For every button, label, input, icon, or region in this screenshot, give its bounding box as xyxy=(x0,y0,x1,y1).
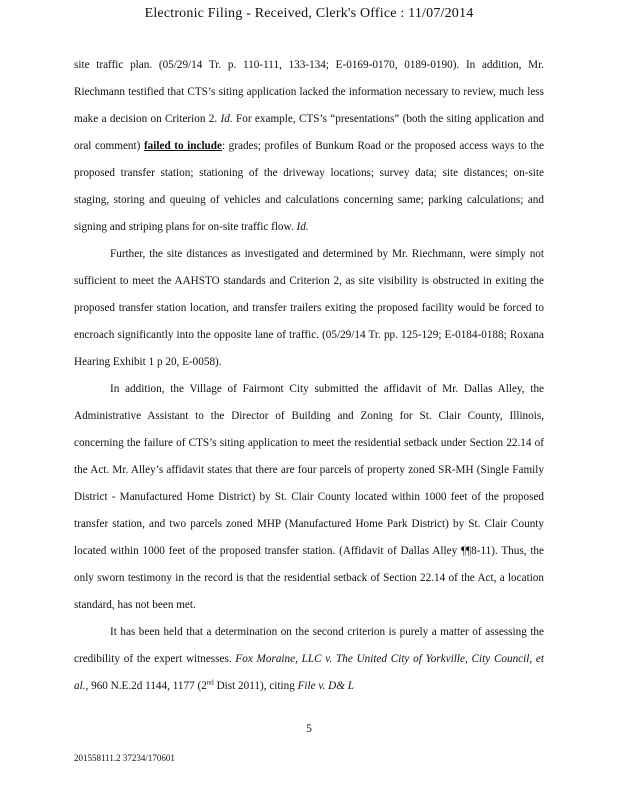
p1-underlined-phrase: failed to include xyxy=(143,140,222,152)
p1-text-b: For example, CTS’s “presentations” (both the siting application and oral comment) xyxy=(74,113,545,152)
p1-text-c: : grades; profiles of Bunkum Road or the proposed access ways to the proposed transfer station; stationing of the driveway locations; survey data; site distances; on-site staging, storing and queuing of vehicles and calculations concerning same; parking calculations; and signing and striping plans for on-site traffic flow. xyxy=(74,140,545,233)
page-number: 5 xyxy=(306,723,312,735)
filing-header: Electronic Filing - Received, Clerk's Office : 11/07/2014 xyxy=(144,6,474,21)
p4-citation: 960 N.E.2d 1144, 1177 (2 xyxy=(91,680,207,692)
p4-citation-sup: nd xyxy=(206,678,214,687)
document-body xyxy=(74,52,544,700)
paragraph-3: In addition, the Village of Fairmont City submitted the affidavit of Mr. Dallas Alley, the Administrative Assistant to the Director of Building and Zoning for St. Clair County, Illinois, concerning the failure of CTS’s siting application to meet the residential setback under Section 22.14 of the Act. Mr. Alley’s affidavit states that there are four parcels of property zoned SR-MH (Single Family District - Manufactured Home District) by St. Clair County located within 1000 feet of the proposed transfer station, and two parcels zoned MHP (Manufactured Home Park District) by St. Clair County located within 1000 feet of the proposed transfer station. (Affidavit of Dallas Alley ¶¶8-11). Thus, the only sworn testimony in the record is that the residential setback of Section 22.14 of the Act, a location standard, has not been met. xyxy=(74,383,544,611)
p1-id-cite-1: Id. xyxy=(220,113,233,125)
document-id: 201558111.2 37234/170601 xyxy=(74,753,175,763)
p1-text-a: site traffic plan. (05/29/14 Tr. p. 110-111, 133-134; E-0169-0170, 0189-0190). In addition, Mr. Riechmann testified that CTS’s siting application lacked the information necessary to review, much less make a decision on Criterion 2. xyxy=(74,59,544,125)
p4-case-fox-moraine: Fox Moraine, LLC v. The United City of Yorkville, City Council, et al., xyxy=(74,653,544,692)
paragraph-2: Further, the site distances as investigated and determined by Mr. Riechmann, were simply not sufficient to meet the AAHSTO standards and Criterion 2, as site visibility is obstructed in exiting the proposed transfer station location, and transfer trailers exiting the proposed facility would be forced to encroach significantly into the opposite lane of traffic. (05/29/14 Tr. pp. 125-129; E-0184-0188; Roxana Hearing Exhibit 1 p 20, E-0058). xyxy=(74,248,544,368)
p1-id-cite-2: Id. xyxy=(296,221,309,233)
p4-text-a: It has been held that a determination on the second criterion is purely a matter of assessing the credibility of the expert witnesses. xyxy=(74,626,544,665)
paragraph-1 xyxy=(74,52,544,241)
p4-case-file: File v. D& L xyxy=(297,680,354,692)
p4-citation-end: Dist 2011), citing xyxy=(216,680,295,692)
paragraph-4 xyxy=(74,619,544,700)
